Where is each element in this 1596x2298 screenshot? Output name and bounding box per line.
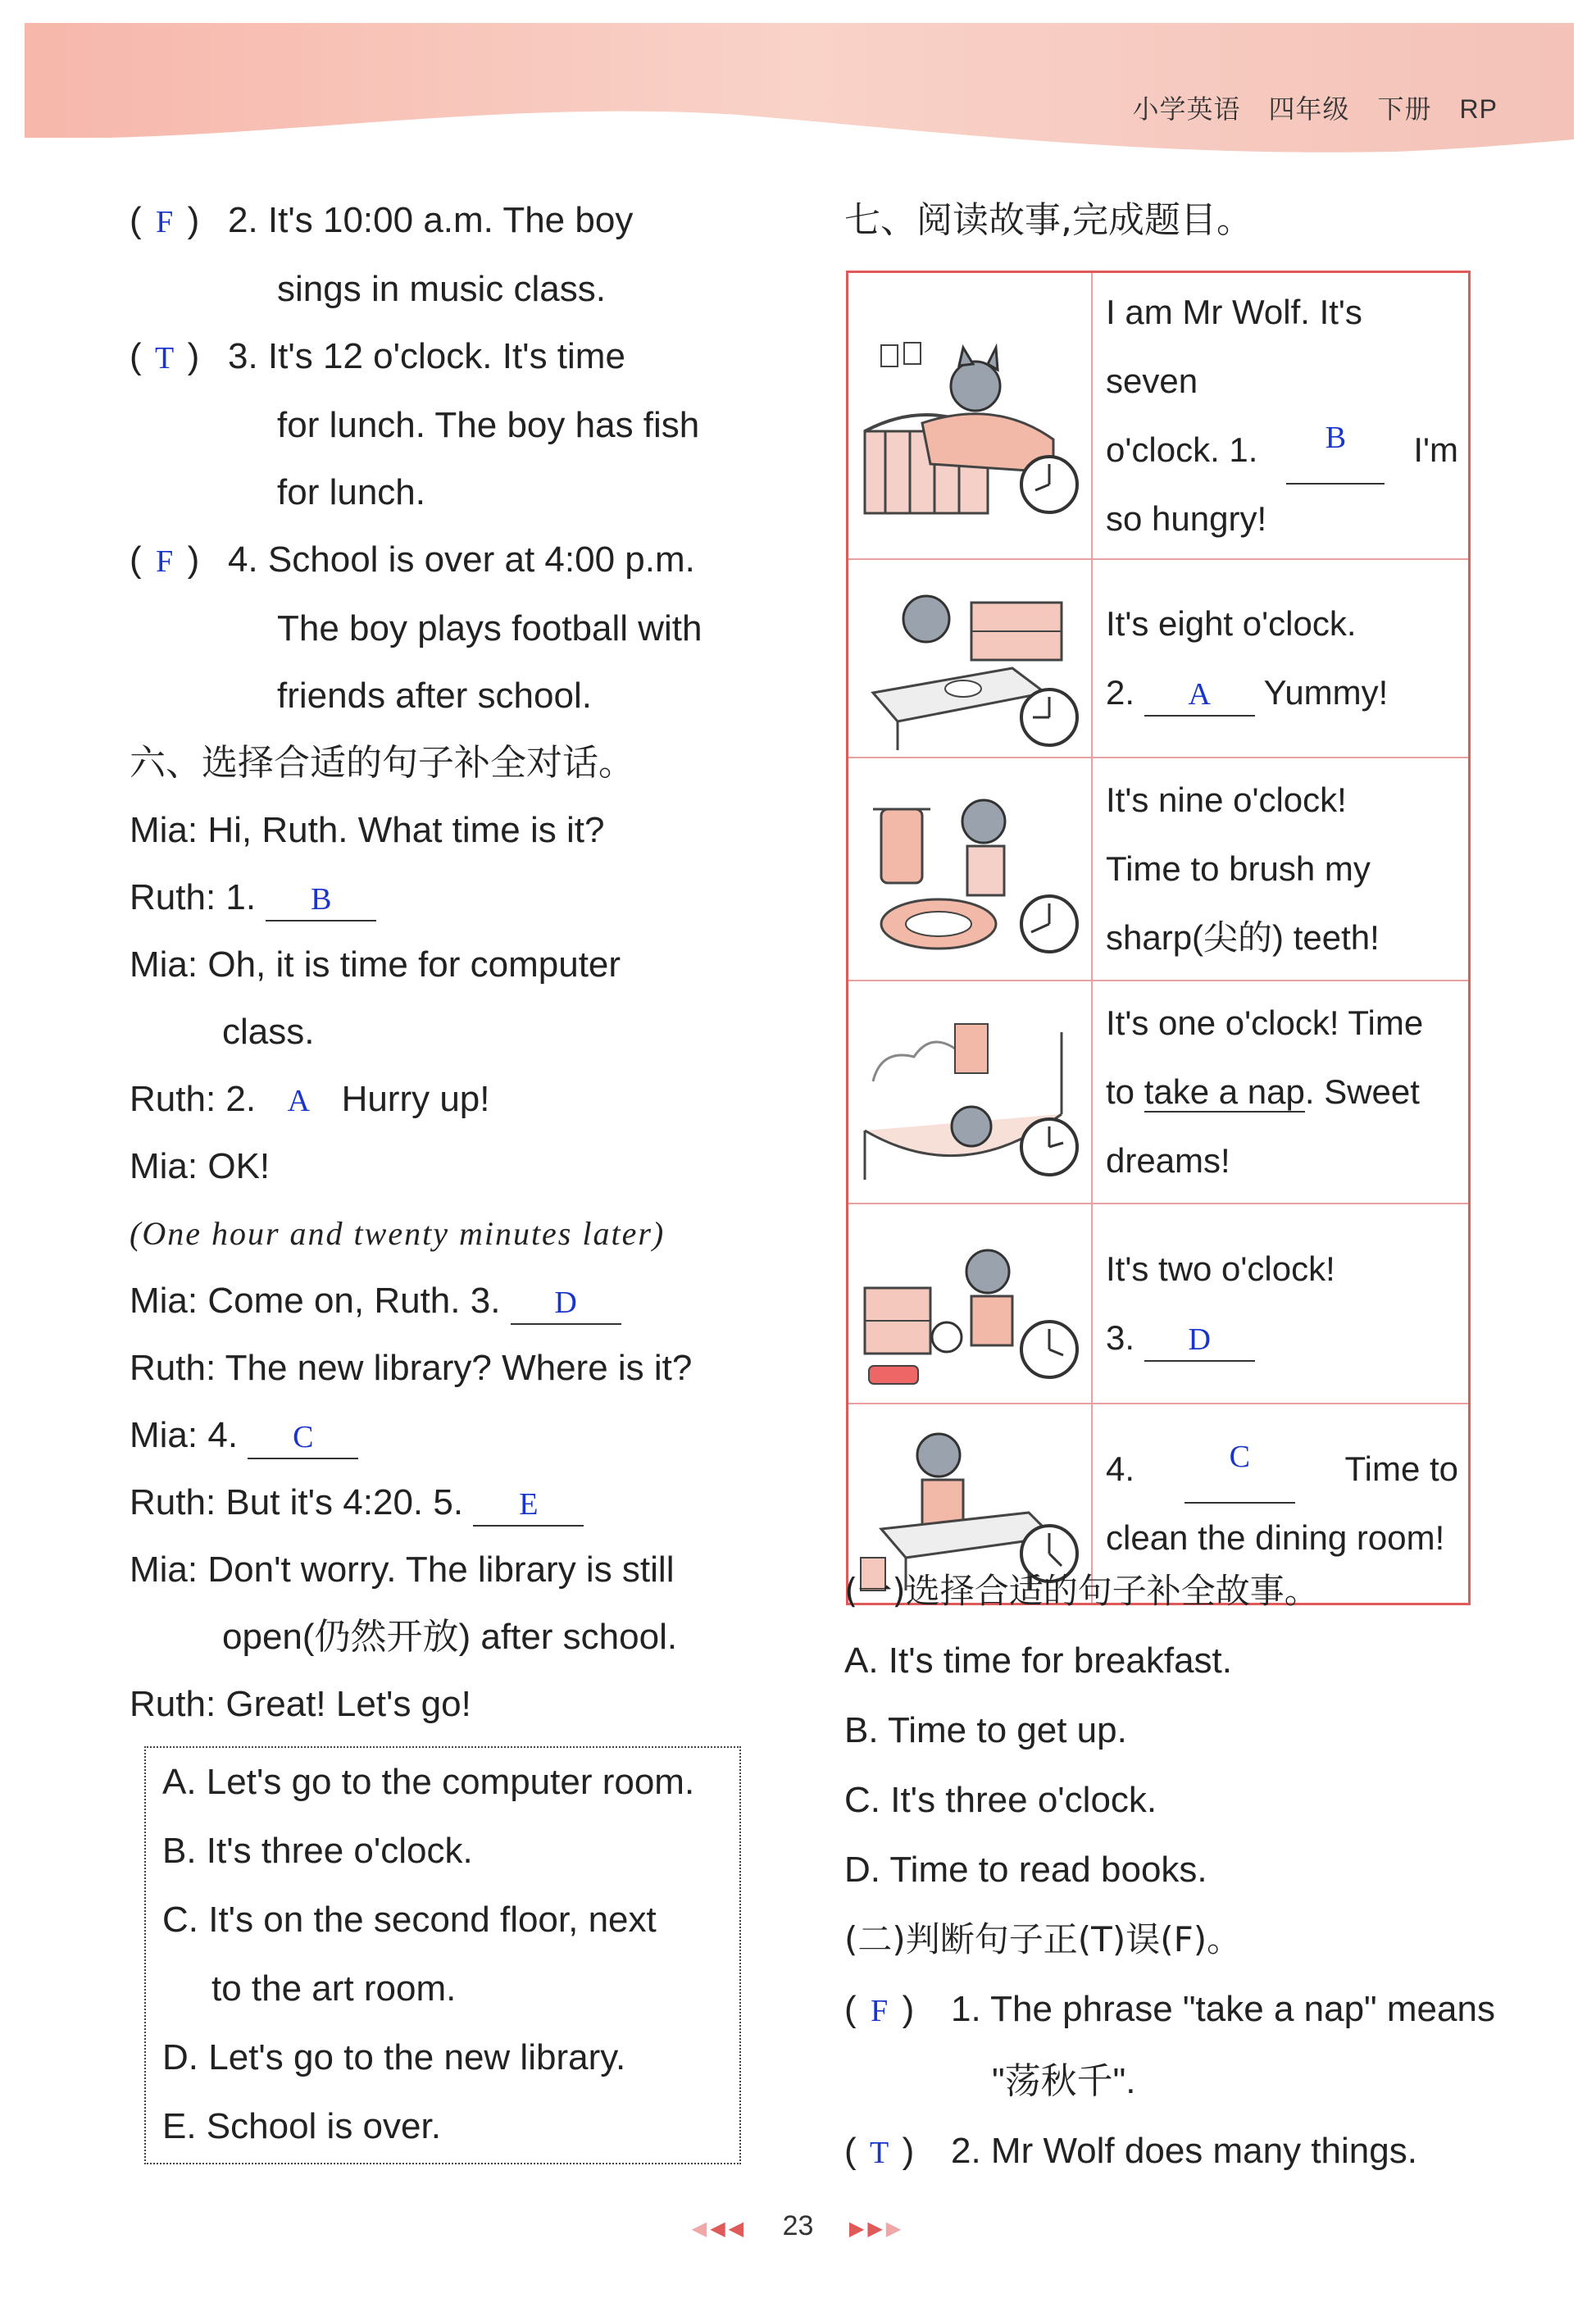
story-4-line-3: dreams! xyxy=(1106,1141,1230,1180)
wolf-in-bed-icon xyxy=(848,308,1091,523)
option-a: A. Let's go to the computer room. xyxy=(162,1762,695,1802)
story-option-b: B. Time to get up. xyxy=(844,1710,1127,1750)
dialog-line-3b: class. xyxy=(222,1012,315,1052)
dialog-line-9-text: Mia: 4. xyxy=(130,1415,239,1455)
wolf-hammock-nap-icon xyxy=(848,983,1091,1201)
story-option-c: C. It's three o'clock. xyxy=(844,1780,1157,1820)
dialog-blank-3 xyxy=(511,1281,621,1325)
dialog-blank-5-answer: E xyxy=(519,1487,539,1522)
story-row-2 xyxy=(848,559,1470,758)
tf-item-3-line-1: ( T ) 3. It's 12 o'clock. It's time xyxy=(130,323,761,392)
story-2-line-2 xyxy=(1106,658,1458,727)
story-1-line-2-text: o'clock. 1. xyxy=(1106,430,1258,469)
left-column xyxy=(130,187,761,1738)
tf-item-3-answer: T xyxy=(155,341,175,375)
dialog-blank-1-answer: B xyxy=(311,882,332,917)
story-row-4 xyxy=(848,981,1470,1204)
story-5-line-2 xyxy=(1106,1304,1458,1372)
dialog-blank-3-answer: D xyxy=(554,1286,577,1320)
story-4-line-2-b: . Sweet xyxy=(1304,1072,1420,1111)
tf-item-4-line-3: friends after school. xyxy=(277,676,592,716)
story-4-line-2 xyxy=(1106,1058,1458,1126)
page-footer xyxy=(0,2210,1596,2242)
next-page-arrows-icon: ▶ xyxy=(885,2218,905,2240)
tf-item-3-line-2: for lunch. The boy has fish xyxy=(277,405,700,445)
wolf-brushing-teeth-icon xyxy=(848,760,1091,978)
dialog-line-7 xyxy=(130,1267,761,1335)
story-picture-2 xyxy=(848,559,1093,758)
story-questions xyxy=(844,1556,1495,2188)
dialog-line-5: Mia: OK! xyxy=(130,1146,271,1186)
story-1-line-2-post: I'm xyxy=(1413,430,1458,469)
judge-item-2-text: 2. Mr Wolf does many things. xyxy=(951,2131,1417,2171)
dialog-line-8: Ruth: The new library? Where is it? xyxy=(130,1348,693,1388)
tf-item-3-text-1: 3. It's 12 o'clock. It's time xyxy=(228,336,625,376)
story-5-line-2-text: 3. xyxy=(1106,1318,1135,1357)
take-a-nap-phrase: take a nap xyxy=(1144,1072,1305,1111)
dialog-line-10 xyxy=(130,1469,761,1536)
dialog-line-9 xyxy=(130,1402,761,1469)
story-blank-2-answer: A xyxy=(1188,677,1211,712)
section-7-title: 七、阅读故事,完成题目。 xyxy=(844,199,1253,241)
dialog-line-2-text: Ruth: 1. xyxy=(130,877,257,917)
prev-arrow-icon: ◀◀ xyxy=(710,2218,748,2240)
option-d: D. Let's go to the new library. xyxy=(162,2037,626,2077)
dialog-blank-2 xyxy=(266,1079,331,1122)
tf-item-4-answer: F xyxy=(156,544,174,579)
story-row-3 xyxy=(848,758,1470,981)
story-option-a: A. It's time for breakfast. xyxy=(844,1640,1232,1681)
dialog-line-12: Ruth: Great! Let's go! xyxy=(130,1684,471,1724)
story-2-line-1: It's eight o'clock. xyxy=(1106,604,1357,643)
story-1-line-3: so hungry! xyxy=(1106,499,1267,538)
story-picture-5 xyxy=(848,1204,1093,1404)
section-6-title: 六、选择合适的句子补全对话。 xyxy=(130,742,634,784)
dialog-line-3: Mia: Oh, it is time for computer xyxy=(130,944,621,985)
option-c-cont: to the art room. xyxy=(211,1968,457,2009)
dialog-line-1: Mia: Hi, Ruth. What time is it? xyxy=(130,810,605,850)
story-option-d: D. Time to read books. xyxy=(844,1850,1207,1890)
wolf-playing-toys-icon xyxy=(848,1206,1091,1401)
wolf-breakfast-icon xyxy=(848,562,1091,755)
story-picture-4 xyxy=(848,981,1093,1204)
option-b: B. It's three o'clock. xyxy=(162,1831,473,1871)
tf-item-4-text-1: 4. School is over at 4:00 p.m. xyxy=(228,539,695,580)
dialog-line-4 xyxy=(130,1066,761,1133)
judge-item-2: ( T ) 2. Mr Wolf does many things. xyxy=(844,2116,1492,2188)
dialog-blank-4-answer: C xyxy=(293,1420,314,1454)
tf-item-2-line-1: ( F ) 2. It's 10:00 a.m. The boy xyxy=(130,187,761,256)
tf-item-4-line-2: The boy plays football with xyxy=(277,608,703,648)
dialog-line-4-post: Hurry up! xyxy=(341,1079,490,1119)
judge-item-1-text: 1. The phrase "take a nap" means xyxy=(951,1989,1495,2029)
header-volume: 下册 xyxy=(1377,94,1432,124)
story-text-4 xyxy=(1092,981,1470,1204)
story-blank-4-answer: C xyxy=(1229,1439,1250,1474)
story-blank-1 xyxy=(1286,416,1385,485)
section-6-options-box xyxy=(144,1746,741,2164)
tf-item-4-line-1: ( F ) 4. School is over at 4:00 p.m. xyxy=(130,526,761,595)
dialog-line-10-text: Ruth: But it's 4:20. 5. xyxy=(130,1482,464,1522)
story-text-5 xyxy=(1092,1204,1470,1404)
tf-item-2-text-1: 2. It's 10:00 a.m. The boy xyxy=(228,200,634,240)
judge-item-1-line-2: "荡秋千". xyxy=(992,2061,1136,2101)
dialog-line-11: Mia: Don't worry. The library is still xyxy=(130,1549,675,1590)
story-6-line-2: clean the dining room! xyxy=(1106,1518,1445,1557)
story-blank-1-answer: B xyxy=(1325,421,1347,455)
dialog-blank-5 xyxy=(473,1482,584,1527)
story-3-line-3: sharp(尖的) teeth! xyxy=(1106,918,1380,957)
story-blank-2 xyxy=(1144,672,1255,717)
dialog-line-2 xyxy=(130,864,761,931)
story-1-line-2 xyxy=(1106,416,1458,485)
judge-item-1-line-1: ( F ) 1. The phrase "take a nap" means xyxy=(844,1974,1492,2046)
header-edition: RP xyxy=(1459,94,1498,124)
story-row-5 xyxy=(848,1204,1470,1404)
story-blank-4 xyxy=(1184,1435,1295,1504)
page-number: 23 xyxy=(782,2210,814,2241)
tf-item-3-line-3: for lunch. xyxy=(277,472,425,512)
dialog-blank-2-answer: A xyxy=(287,1084,311,1118)
option-e: E. School is over. xyxy=(162,2106,441,2146)
story-2-line-2-text: 2. xyxy=(1106,673,1135,712)
option-c: C. It's on the second floor, next xyxy=(162,1900,657,1940)
dialog-line-7-text: Mia: Come on, Ruth. 3. xyxy=(130,1281,501,1321)
story-row-1 xyxy=(848,272,1470,560)
story-blank-3 xyxy=(1144,1317,1255,1362)
right-column xyxy=(844,187,1492,254)
story-6-line-1-text: 4. xyxy=(1106,1449,1135,1488)
story-3-line-1: It's nine o'clock! xyxy=(1106,780,1347,819)
story-4-line-2-a: to xyxy=(1106,1072,1135,1111)
story-5-line-1: It's two o'clock! xyxy=(1106,1249,1335,1288)
sub-question-1-title: (一)选择合适的句子补全故事。 xyxy=(844,1571,1319,1611)
tf-item-2-answer: F xyxy=(156,205,174,239)
story-2-line-2-post: Yummy! xyxy=(1263,673,1389,712)
page-header xyxy=(0,0,1596,189)
judge-item-1-answer: F xyxy=(871,1994,889,2028)
story-3-line-2: Time to brush my xyxy=(1106,849,1371,888)
dialog-line-11b: open(仍然开放) after school. xyxy=(222,1617,678,1657)
story-6-line-1 xyxy=(1106,1435,1458,1504)
story-text-2 xyxy=(1092,559,1470,758)
story-table xyxy=(846,271,1471,1605)
story-text-1 xyxy=(1092,272,1470,560)
story-picture-1 xyxy=(848,272,1093,560)
header-subject: 小学英语 xyxy=(1132,94,1241,124)
judge-item-2-answer: T xyxy=(870,2136,889,2170)
story-4-line-1: It's one o'clock! Time xyxy=(1106,1003,1424,1042)
story-picture-3 xyxy=(848,758,1093,981)
dialog-line-4-text: Ruth: 2. xyxy=(130,1079,257,1119)
tf-item-2-line-2: sings in music class. xyxy=(277,269,607,309)
header-grade: 四年级 xyxy=(1268,94,1350,124)
sub-question-2-title: (二)判断句子正(T)误(F)。 xyxy=(844,1919,1242,1959)
story-1-line-1: I am Mr Wolf. It's seven xyxy=(1106,293,1362,400)
story-6-line-1-post: Time to xyxy=(1344,1449,1458,1488)
prev-page-arrows-icon: ◀ xyxy=(691,2218,711,2240)
dialog-blank-4 xyxy=(248,1415,358,1459)
next-arrow-icon: ▶▶ xyxy=(848,2218,886,2240)
story-text-3 xyxy=(1092,758,1470,981)
header-book-info xyxy=(1105,89,1498,126)
dialog-line-6: (One hour and twenty minutes later) xyxy=(130,1215,666,1252)
story-blank-3-answer: D xyxy=(1188,1322,1211,1357)
dialog-blank-1 xyxy=(266,877,376,921)
